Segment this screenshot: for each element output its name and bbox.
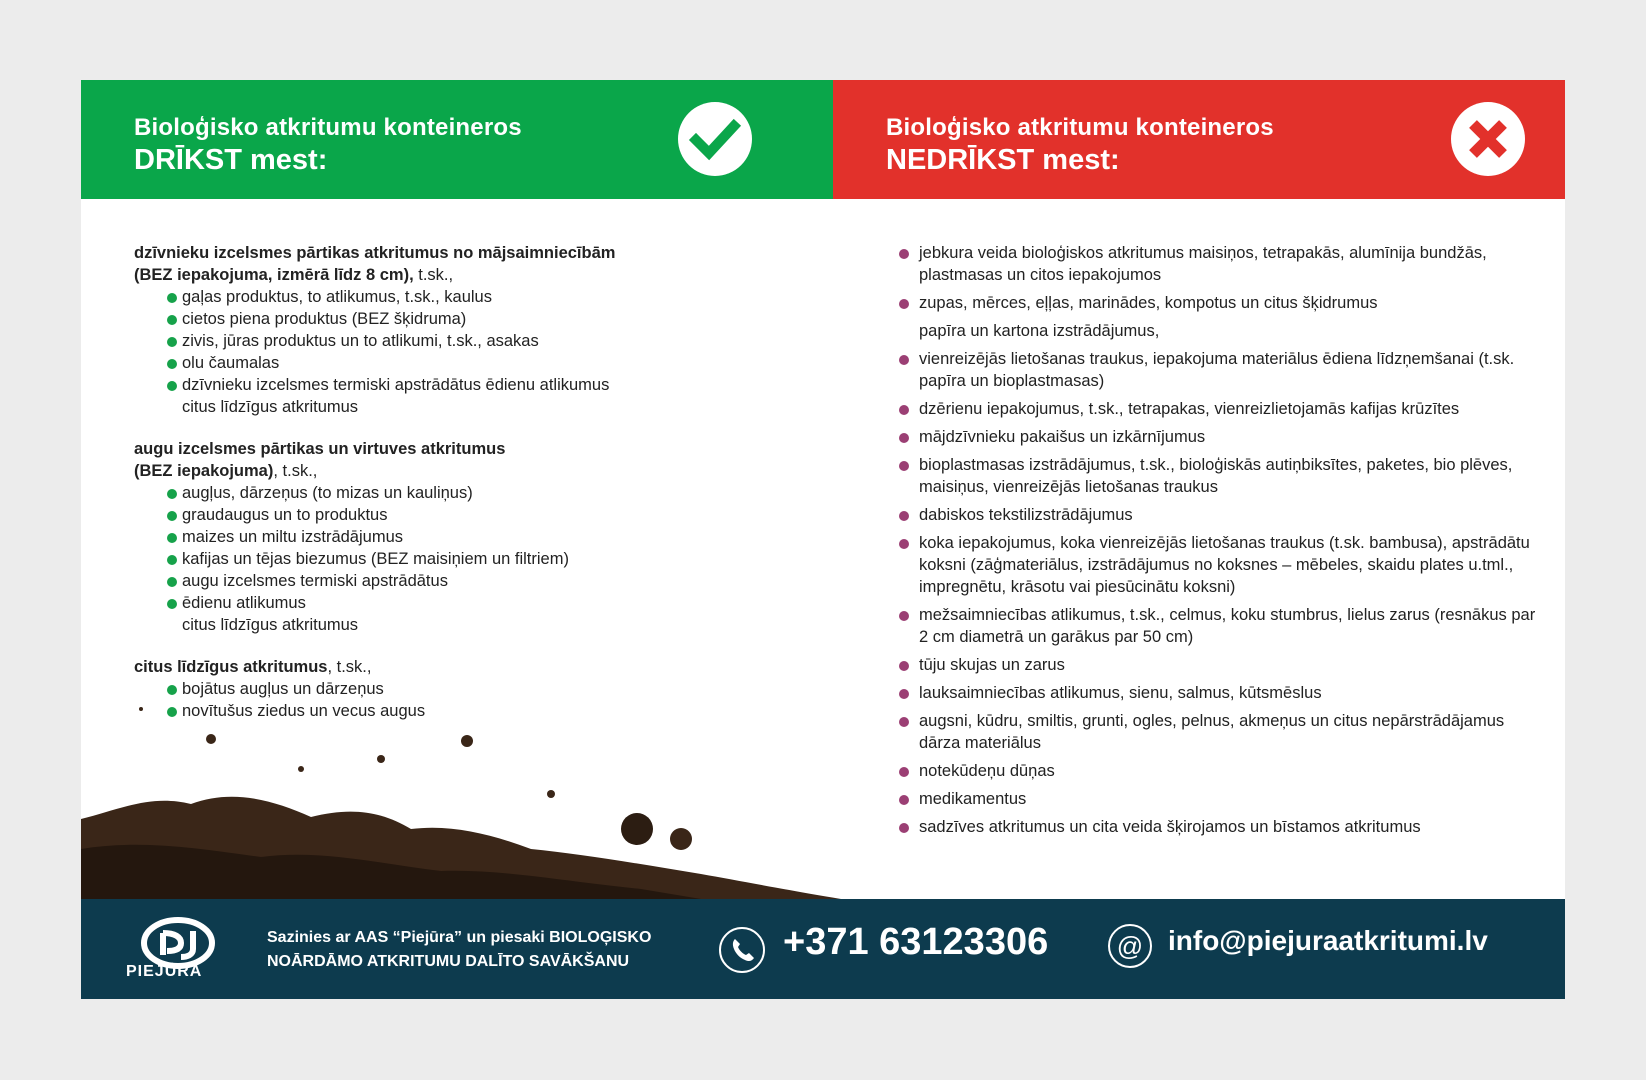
contact-text-line1: Sazinies ar AAS “Piejūra” un piesaki BIOLOĢISKO [267,929,652,946]
item-text: bioplastmasas izstrādājumus, t.sk., bioloģiskās autiņbiksītes, paketes, bio plēves, maisiņus, vienreizējās lietošanas traukus [919,456,1513,496]
item-text: maizes un miltu izstrādājumus [182,528,403,546]
bullet-icon [167,359,177,369]
contact-text [267,926,651,974]
bullet-icon [899,299,909,309]
bullet-icon [899,823,909,833]
bullet-icon [899,405,909,415]
group-heading-bold: (BEZ iepakojuma, izmērā līdz 8 cm), [134,266,414,284]
allowed-header [81,80,833,199]
item-text: tūju skujas un zarus [919,656,1065,674]
bullet-icon [899,539,909,549]
bullet-icon [899,717,909,727]
bullet-icon [899,795,909,805]
bullet-icon [899,461,909,471]
group-heading-bold: (BEZ iepakojuma) [134,462,274,480]
list-item [899,454,1539,498]
soil-illustration [81,699,841,899]
list-continuation: citus līdzīgus atkritumus [182,398,359,416]
forbidden-header-line1: Bioloģisko atkritumu konteineros [886,114,1274,141]
item-text: novītušus ziedus un vecus augus [182,702,426,720]
bullet-icon [167,381,177,391]
item-text: ēdienu atlikumus [182,594,306,612]
bullet-icon [899,433,909,443]
item-text: vienreizējās lietošanas traukus, iepakojuma materiālus ēdiena līdzņemšanai (t.sk. papīra un bioplastmasas) [919,350,1515,390]
list-item [899,816,1539,838]
footer [81,899,1565,999]
list-item [899,604,1539,648]
list-item [134,286,774,308]
item-text: notekūdeņu dūņas [919,762,1055,780]
item-text: dzīvnieku izcelsmes termiski apstrādātus ēdienu atlikumus [182,376,610,394]
forbidden-header-line2: NEDRĪKST mest: [886,144,1120,176]
list-continuation: citus līdzīgus atkritumus [182,616,359,634]
forbidden-header [833,80,1565,199]
allowed-group-plant [134,438,774,636]
group-heading-suffix: , t.sk., [327,658,372,676]
list-item [899,426,1539,448]
bullet-icon [167,337,177,347]
item-text: jebkura veida bioloģiskos atkritumus maisiņos, tetrapakās, alumīnija bundžās, plastmasas un citos iepakojumos [919,244,1487,284]
list-item [134,548,774,570]
bullet-icon [899,689,909,699]
group-heading-line2 [134,264,774,286]
bullet-icon [899,767,909,777]
item-text: zupas, mērces, eļļas, marinādes, kompotus un citus šķidrumus [919,294,1378,312]
bullet-icon [167,293,177,303]
list-item [899,788,1539,810]
item-text: mājdzīvnieku pakaišus un izkārnījumus [919,428,1206,446]
bullet-icon [167,533,177,543]
item-text: zivis, jūras produktus un to atlikumi, t.sk., asakas [182,332,539,350]
item-text: medikamentus [919,790,1027,808]
item-text: sadzīves atkritumus un cita veida šķirojamos un bīstamos atkritumus [919,818,1421,836]
list-item [899,504,1539,526]
list-plain-item: papīra un kartona izstrādājumus, [919,322,1160,340]
item-text: lauksaimniecības atlikumus, sienu, salmus, kūtsmēslus [919,684,1322,702]
group-heading: citus līdzīgus atkritumus [134,658,328,676]
list-item [134,592,774,614]
phone-icon [719,927,765,973]
bullet-icon [167,599,177,609]
info-card [81,80,1565,999]
group-heading: augu izcelsmes pārtikas un virtuves atkritumus [134,440,506,458]
checkmark-icon [678,102,752,176]
item-text: olu čaumalas [182,354,280,372]
group-heading-line [134,656,774,678]
cross-icon [1451,102,1525,176]
list-item [134,526,774,548]
list-item [899,398,1539,420]
list-item [899,710,1539,754]
item-text: kafijas un tējas biezumus (BEZ maisiņiem un filtriem) [182,550,569,568]
group-heading-line2 [134,460,774,482]
list-item [899,348,1539,392]
list-item [134,330,774,352]
bullet-icon [899,611,909,621]
list-item [899,292,1539,314]
list-item [899,682,1539,704]
allowed-header-line2: DRĪKST mest: [134,144,328,176]
item-text: augsni, kūdru, smiltis, grunti, ogles, pelnus, akmeņus un citus nepārstrādājamus dārza materiālus [919,712,1505,752]
item-text: augļus, dārzeņus (to mizas un kauliņus) [182,484,473,502]
logo-text: PIEJŪRA [126,963,203,980]
email-icon: @ [1108,924,1152,968]
bullet-icon [167,489,177,499]
list-item [134,482,774,504]
bullet-icon [899,249,909,259]
email-link[interactable]: info@piejuraatkritumi.lv [1168,925,1488,956]
bullet-icon [167,577,177,587]
list-item [899,532,1539,598]
item-text: graudaugus un to produktus [182,506,388,524]
list-item [899,760,1539,782]
allowed-header-line1: Bioloģisko atkritumu konteineros [134,114,522,141]
bullet-icon [167,315,177,325]
bullet-icon [899,511,909,521]
allowed-list [134,242,774,742]
group-heading: dzīvnieku izcelsmes pārtikas atkritumus no mājsaimniecībām [134,244,616,262]
list-item [899,242,1539,286]
contact-text-line2: NOĀRDĀMO ATKRITUMU DALĪTO SAVĀKŠANU [267,953,630,970]
list-item [899,654,1539,676]
list-item [134,504,774,526]
forbidden-list [899,242,1539,844]
group-heading-suffix: , t.sk., [273,462,318,480]
allowed-group-animal [134,242,774,418]
item-text: gaļas produktus, to atlikumus, t.sk., kaulus [182,288,492,306]
list-item [134,352,774,374]
list-item [134,308,774,330]
list-item [134,374,774,396]
item-text: cietos piena produktus (BEZ šķidruma) [182,310,467,328]
list-item [134,570,774,592]
group-heading-suffix: t.sk., [413,266,454,284]
item-text: dabiskos tekstilizstrādājumus [919,506,1133,524]
bullet-icon [167,555,177,565]
bullet-icon [167,685,177,695]
item-text: koka iepakojumus, koka vienreizējās lietošanas traukus (t.sk. bambusa), apstrādātu koksni (zāģmateriālus, izstrādājumus no koksnes – mēbeles, skaidu plates u.tml., impregnētu, krāsotu vai piesūcinātu koksni) [919,534,1530,596]
item-text: augu izcelsmes termiski apstrādātus [182,572,448,590]
item-text: bojātus augļus un dārzeņus [182,680,384,698]
item-text: dzērienu iepakojumus, t.sk., tetrapakas, vienreizlietojamās kafijas krūzītes [919,400,1460,418]
bullet-icon [899,355,909,365]
bullet-icon [899,661,909,671]
bullet-icon [167,511,177,521]
list-item [134,678,774,700]
item-text: mežsaimniecības atlikumus, t.sk., celmus, koku stumbrus, lielus zarus (resnākus par 2 cm diametrā un garākus par 50 cm) [919,606,1536,646]
phone-link[interactable]: +371 63123306 [783,921,1049,963]
